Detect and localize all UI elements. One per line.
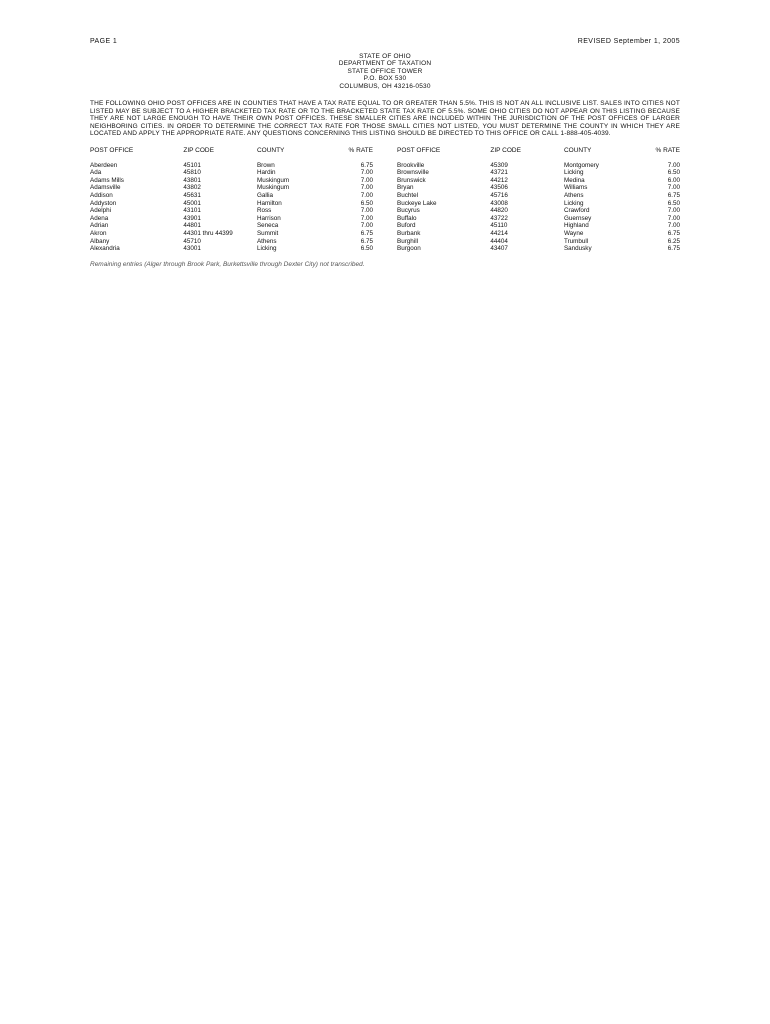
zip-code-cell: 45716 xyxy=(490,191,508,199)
post-office-cell: Adelphi xyxy=(90,207,112,215)
post-office-cell: Adrian xyxy=(90,222,109,230)
county-cell: Licking xyxy=(256,245,277,253)
zip-code-cell: 45710 xyxy=(183,237,201,245)
post-office-cell: Buckeye Lake xyxy=(397,199,437,207)
post-office-cell: Addison xyxy=(90,191,113,199)
zip-code-cell: 45110 xyxy=(490,222,508,230)
page-header xyxy=(90,38,680,47)
rate-cell: 7.00 xyxy=(667,222,680,230)
table-row xyxy=(90,222,373,230)
rate-table-left xyxy=(90,147,373,252)
table-row xyxy=(397,200,680,208)
zip-code-cell: 44801 xyxy=(183,222,201,230)
rate-listing xyxy=(90,147,680,252)
table-row xyxy=(90,200,373,208)
table-row xyxy=(397,222,680,230)
rate-cell: 6.75 xyxy=(667,229,680,237)
county-cell: Athens xyxy=(563,191,584,199)
table-row xyxy=(397,162,680,170)
rate-cell: 7.00 xyxy=(667,184,680,192)
post-office-header: POST OFFICE xyxy=(90,147,134,155)
table-row xyxy=(90,230,373,238)
address-line: STATE OFFICE TOWER xyxy=(347,67,423,75)
table-body xyxy=(90,162,373,253)
table-row xyxy=(90,215,373,223)
county-cell: Seneca xyxy=(256,222,279,230)
post-office-cell: Bucyrus xyxy=(397,207,420,215)
post-office-cell: Adamsville xyxy=(90,184,121,192)
zip-code-cell: 43407 xyxy=(490,245,508,253)
county-header: COUNTY xyxy=(256,147,285,155)
rate-cell: 6.75 xyxy=(360,161,373,169)
rate-cell: 7.00 xyxy=(360,176,373,184)
zip-code-header: ZIP CODE xyxy=(490,147,521,155)
county-cell: Highland xyxy=(563,222,589,230)
post-office-cell: Bryan xyxy=(397,184,414,192)
revision-date: REVISED September 1, 2005 xyxy=(577,38,680,45)
table-row xyxy=(397,230,680,238)
rate-cell: 6.75 xyxy=(360,229,373,237)
table-body xyxy=(397,162,680,253)
rate-cell: 7.00 xyxy=(360,184,373,192)
post-office-cell: Addyston xyxy=(90,199,117,207)
table-row xyxy=(397,192,680,200)
department-address xyxy=(90,53,680,90)
rate-cell: 7.00 xyxy=(360,214,373,222)
county-cell: Gallia xyxy=(256,191,274,199)
county-cell: Sandusky xyxy=(563,245,592,253)
county-cell: Muskingum xyxy=(256,176,290,184)
table-row xyxy=(397,184,680,192)
post-office-cell: Buford xyxy=(397,222,416,230)
county-cell: Summit xyxy=(256,229,279,237)
post-office-cell: Brownsville xyxy=(397,169,429,177)
post-office-cell: Ada xyxy=(90,169,102,177)
zip-code-cell: 43001 xyxy=(183,245,201,253)
rate-cell: 6.25 xyxy=(667,237,680,245)
post-office-cell: Adena xyxy=(90,214,109,222)
zip-code-cell: 43722 xyxy=(490,214,508,222)
rate-cell: 7.00 xyxy=(360,191,373,199)
post-office-cell: Akron xyxy=(90,229,107,237)
rate-cell: 6.50 xyxy=(360,199,373,207)
left-column xyxy=(90,147,373,252)
zip-code-cell: 43721 xyxy=(490,169,508,177)
table-row xyxy=(90,238,373,246)
zip-code-header: ZIP CODE xyxy=(183,147,214,155)
rate-cell: 6.50 xyxy=(360,245,373,253)
county-cell: Muskingum xyxy=(256,184,290,192)
county-cell: Licking xyxy=(563,199,584,207)
zip-code-cell: 45810 xyxy=(183,169,201,177)
address-line: DEPARTMENT OF TAXATION xyxy=(338,60,432,68)
zip-code-cell: 43008 xyxy=(490,199,508,207)
table-row xyxy=(397,207,680,215)
zip-code-cell: 44301 thru 44399 xyxy=(183,229,233,237)
zip-code-cell: 44404 xyxy=(490,237,508,245)
zip-code-cell: 43802 xyxy=(183,184,201,192)
rate-cell: 6.75 xyxy=(667,245,680,253)
table-row xyxy=(397,177,680,185)
address-line: COLUMBUS, OH 43216-0530 xyxy=(339,82,431,90)
rate-cell: 6.75 xyxy=(667,191,680,199)
zip-code-cell: 44212 xyxy=(490,176,508,184)
table-header-row xyxy=(90,147,373,161)
county-cell: Williams xyxy=(563,184,588,192)
post-office-cell: Aberdeen xyxy=(90,161,118,169)
zip-code-cell: 45101 xyxy=(183,161,201,169)
address-line: P.O. BOX 530 xyxy=(363,75,407,83)
rate-cell: 7.00 xyxy=(667,214,680,222)
county-cell: Athens xyxy=(256,237,277,245)
rate-cell: 6.00 xyxy=(667,176,680,184)
county-cell: Hamilton xyxy=(256,199,282,207)
zip-code-cell: 43801 xyxy=(183,176,201,184)
county-cell: Hardin xyxy=(256,169,276,177)
zip-code-cell: 44820 xyxy=(490,207,508,215)
table-row xyxy=(90,169,373,177)
county-cell: Wayne xyxy=(563,229,584,237)
table-row xyxy=(397,238,680,246)
table-row xyxy=(90,184,373,192)
rate-cell: 7.00 xyxy=(360,207,373,215)
address-line: STATE OF OHIO xyxy=(359,52,411,60)
rate-cell: 6.75 xyxy=(360,237,373,245)
table-row xyxy=(90,162,373,170)
county-cell: Brown xyxy=(256,161,275,169)
zip-code-cell: 43901 xyxy=(183,214,201,222)
table-row xyxy=(397,245,680,253)
rate-cell: 7.00 xyxy=(667,161,680,169)
rate-cell: 7.00 xyxy=(360,169,373,177)
rate-cell: 7.00 xyxy=(360,222,373,230)
county-header: COUNTY xyxy=(563,147,592,155)
county-cell: Crawford xyxy=(563,207,590,215)
zip-code-cell: 44214 xyxy=(490,229,508,237)
post-office-cell: Burbank xyxy=(397,229,421,237)
table-row xyxy=(397,169,680,177)
table-row xyxy=(90,192,373,200)
table-row xyxy=(90,207,373,215)
post-office-cell: Buchtel xyxy=(397,191,419,199)
post-office-cell: Burghill xyxy=(397,237,418,245)
table-row xyxy=(90,177,373,185)
page-number: PAGE 1 xyxy=(90,38,118,45)
county-cell: Montgomery xyxy=(563,161,599,169)
continuation-note: Remaining entries (Alger through Brook Park, Burkettsville through Dexter City) not transcribed. xyxy=(90,260,365,268)
table-row xyxy=(90,245,373,253)
county-cell: Medina xyxy=(563,176,585,184)
post-office-header: POST OFFICE xyxy=(397,147,441,155)
post-office-cell: Burgoon xyxy=(397,245,421,253)
post-office-cell: Buffalo xyxy=(397,214,417,222)
post-office-cell: Brookville xyxy=(397,161,425,169)
zip-code-cell: 45309 xyxy=(490,161,508,169)
zip-code-cell: 45631 xyxy=(183,191,201,199)
notice-paragraph: THE FOLLOWING OHIO POST OFFICES ARE IN COUNTIES THAT HAVE A TAX RATE EQUAL TO OR GREATER THAN 5.5%. THIS IS NOT AN ALL INCLUSIVE LIST. SALES INTO CITIES NOT LISTED MAY BE SUBJECT TO A HIGHER BRACKETED TAX RATE OR TO THE BRACKETED STATE TAX RATE OF 5.5%. SOME OHIO CITIES DO NOT APPEAR ON THIS LISTING BECAUSE THEY ARE NOT LARGE ENOUGH TO HAVE THEIR OWN POST OFFICES. THESE SMALLER CITIES ARE INCLUDED WITHIN THE JURISDICTION OF THE POST OFFICES OF LARGER NEIGHBORING CITIES. IN ORDER TO DETERMINE THE CORRECT TAX RATE FOR THOSE SMALL CITIES NOT LISTED, YOU MUST DETERMINE THE COUNTY IN WHICH THEY ARE LOCATED AND APPLY THE APPROPRIATE RATE. ANY QUESTIONS CONCERNING THIS LISTING SHOULD BE DIRECTED TO THIS OFFICE OR CALL 1-888-405-4039. xyxy=(90,100,680,137)
county-cell: Licking xyxy=(563,169,584,177)
right-column xyxy=(397,147,680,252)
post-office-cell: Alexandria xyxy=(90,245,120,253)
zip-code-cell: 45001 xyxy=(183,199,201,207)
county-cell: Ross xyxy=(256,207,272,215)
zip-code-cell: 43506 xyxy=(490,184,508,192)
zip-code-cell: 43101 xyxy=(183,207,201,215)
rate-cell: 7.00 xyxy=(667,207,680,215)
county-cell: Harrison xyxy=(256,214,281,222)
table-header-row xyxy=(397,147,680,161)
table-row xyxy=(397,215,680,223)
post-office-cell: Brunswick xyxy=(397,176,426,184)
rate-cell: 6.50 xyxy=(667,169,680,177)
county-cell: Trumbull xyxy=(563,237,589,245)
rate-header: % RATE xyxy=(348,147,373,155)
post-office-cell: Albany xyxy=(90,237,110,245)
county-cell: Guernsey xyxy=(563,214,592,222)
post-office-cell: Adams Mills xyxy=(90,176,124,184)
rate-table-right xyxy=(397,147,680,252)
rate-cell: 6.50 xyxy=(667,199,680,207)
rate-header: % RATE xyxy=(655,147,680,155)
